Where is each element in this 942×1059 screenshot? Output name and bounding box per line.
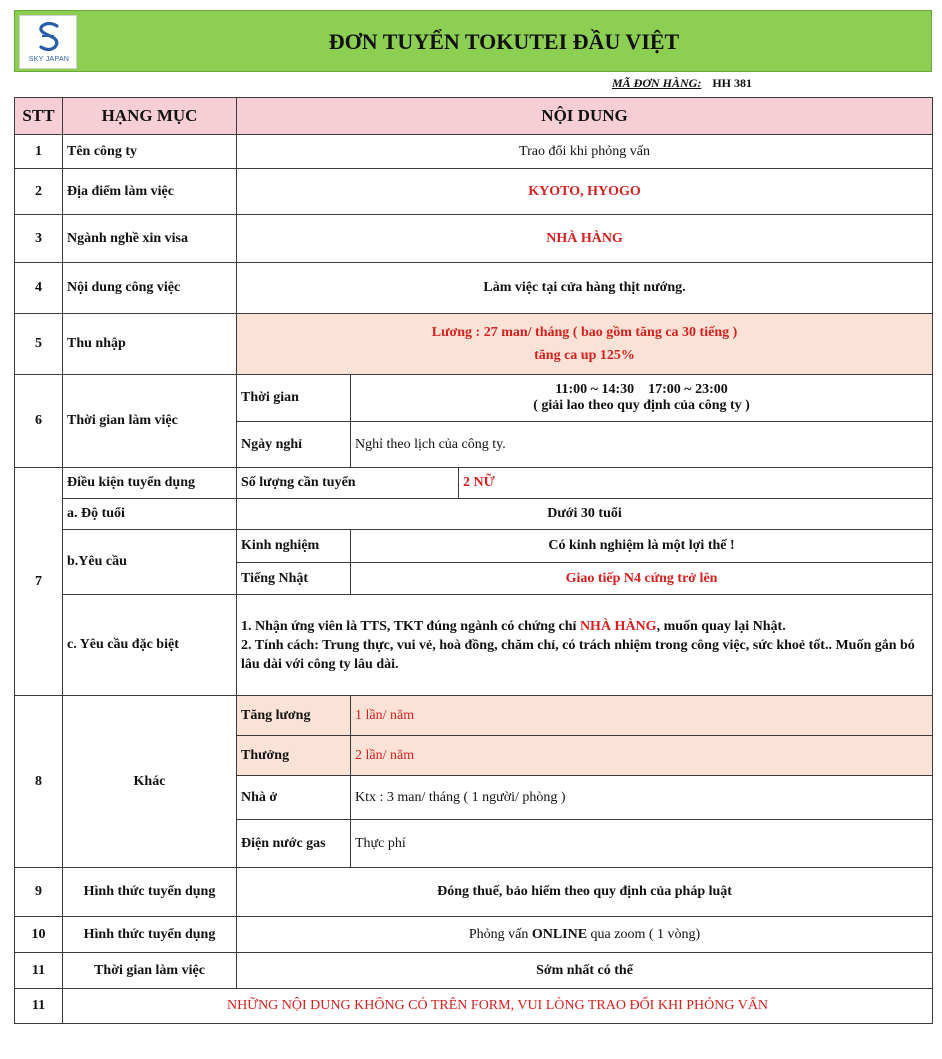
raise-value: 1 lần/ năm — [351, 696, 933, 736]
row-number: 11 — [15, 953, 63, 989]
japanese-value: Giao tiếp N4 cứng trở lên — [351, 563, 933, 595]
experience-value: Có kinh nghiệm là một lợi thế ! — [351, 530, 933, 563]
break-note: ( giải lao theo quy định của công ty ) — [533, 398, 750, 413]
sub-label-raise: Tăng lương — [237, 696, 351, 736]
row-number: 10 — [15, 917, 63, 953]
online-highlight: ONLINE — [531, 926, 588, 942]
header-stt: STT — [15, 98, 63, 135]
table-header-row — [15, 98, 933, 135]
interview-format-value: Phỏng vấn ONLINE qua zoom ( 1 vòng) — [237, 917, 933, 953]
row-number: 7 — [15, 468, 63, 696]
row-category: Thời gian làm việc — [63, 953, 237, 989]
row-category: Hình thức tuyển dụng — [63, 868, 237, 917]
header-content: NỘI DUNG — [237, 98, 933, 135]
row-category: Khác — [63, 696, 237, 868]
start-time-value: Sớm nhất có thể — [237, 953, 933, 989]
visa-field-value: NHÀ HÀNG — [237, 215, 933, 263]
logo-s-icon — [37, 21, 61, 53]
table-row — [15, 989, 933, 1024]
table-row — [15, 530, 933, 563]
table-row — [15, 868, 933, 917]
work-hours-cell — [351, 375, 933, 422]
sub-label-day-off: Ngày nghỉ — [237, 422, 351, 468]
table-row — [15, 169, 933, 215]
row-category: c. Yêu cầu đặc biệt — [63, 595, 237, 696]
row-number: 1 — [15, 135, 63, 169]
age-value: Dưới 30 tuổi — [237, 499, 933, 530]
utilities-value: Thực phí — [351, 820, 933, 868]
row-number: 3 — [15, 215, 63, 263]
tax-insurance-value: Đóng thuế, bảo hiểm theo quy định của pháp luật — [237, 868, 933, 917]
salary-cell — [237, 314, 933, 375]
table-row — [15, 468, 933, 499]
row-category: Hình thức tuyển dụng — [63, 917, 237, 953]
special-requirement-1: 1. Nhận ứng viên là TTS, TKT đúng ngành có chứng chỉ NHÀ HÀNG, muốn quay lại Nhật. — [241, 618, 786, 634]
header-category: HẠNG MỤC — [63, 98, 237, 135]
row-category: a. Độ tuổi — [63, 499, 237, 530]
table-row — [15, 953, 933, 989]
special-requirements — [237, 595, 933, 696]
row-category: Địa điểm làm việc — [63, 169, 237, 215]
quantity-value: 2 NỮ — [459, 468, 933, 499]
page-title: ĐƠN TUYỂN TOKUTEI ĐẦU VIỆT — [328, 29, 680, 54]
title-banner — [14, 10, 932, 72]
day-off-value: Nghỉ theo lịch của công ty. — [351, 422, 933, 468]
row-category: Nội dung công việc — [63, 263, 237, 314]
logo-text: SKY JAPAN — [28, 56, 70, 63]
table-row — [15, 917, 933, 953]
row-number: 11 — [15, 989, 63, 1024]
order-code-value: HH 381 — [712, 76, 753, 90]
job-description-value: Làm việc tại cửa hàng thịt nướng. — [237, 263, 933, 314]
row-category: Thu nhập — [63, 314, 237, 375]
row-category: Thời gian làm việc — [63, 375, 237, 468]
row-number: 8 — [15, 696, 63, 868]
row-number: 9 — [15, 868, 63, 917]
sub-label-quantity: Số lượng cần tuyển — [237, 468, 459, 499]
job-order-table — [14, 97, 933, 1024]
certificate-highlight: NHÀ HÀNG — [579, 618, 657, 634]
table-row — [15, 499, 933, 530]
row-number: 2 — [15, 169, 63, 215]
row-number: 5 — [15, 314, 63, 375]
sub-label-bonus: Thưởng — [237, 736, 351, 776]
order-code — [612, 76, 752, 91]
sub-label-japanese: Tiếng Nhật — [237, 563, 351, 595]
row-category: Tên công ty — [63, 135, 237, 169]
special-requirement-2: 2. Tính cách: Trung thực, vui vẻ, hoà đồng, chăm chỉ, có trách nhiệm trong công việc, sức khoẻ tốt.. Muốn gắn bó lâu dài với công ty lâu dài. — [241, 637, 915, 672]
salary-line: Lương : 27 man/ tháng ( bao gồm tăng ca 30 tiếng ) — [431, 325, 738, 340]
table-row — [15, 375, 933, 422]
bonus-value: 2 lần/ năm — [351, 736, 933, 776]
row-category: b.Yêu cầu — [63, 530, 237, 595]
row-category: Điều kiện tuyển dụng — [63, 468, 237, 499]
row-number: 6 — [15, 375, 63, 468]
table-row — [15, 696, 933, 736]
table-row — [15, 314, 933, 375]
sub-label-time: Thời gian — [237, 375, 351, 422]
table-row — [15, 595, 933, 696]
table-row — [15, 263, 933, 314]
table-row — [15, 135, 933, 169]
row-number: 4 — [15, 263, 63, 314]
housing-value: Ktx : 3 man/ tháng ( 1 người/ phòng ) — [351, 776, 933, 820]
row-category: Ngành nghề xin visa — [63, 215, 237, 263]
row-content: Trao đổi khi phỏng vấn — [237, 135, 933, 169]
work-location-value: KYOTO, HYOGO — [237, 169, 933, 215]
sub-label-utilities: Điện nước gas — [237, 820, 351, 868]
company-logo — [19, 15, 77, 69]
footer-note: NHỮNG NỘI DUNG KHÔNG CÓ TRÊN FORM, VUI LÒNG TRAO ĐỔI KHI PHỎNG VẤN — [63, 989, 933, 1024]
table-row — [15, 215, 933, 263]
work-hours-line: 11:00 ~ 14:30 17:00 ~ 23:00 — [555, 382, 728, 397]
overtime-line: tăng ca up 125% — [534, 348, 635, 363]
sub-label-housing: Nhà ở — [237, 776, 351, 820]
sub-label-experience: Kinh nghiệm — [237, 530, 351, 563]
order-code-label: MÃ ĐƠN HÀNG: — [612, 76, 702, 90]
